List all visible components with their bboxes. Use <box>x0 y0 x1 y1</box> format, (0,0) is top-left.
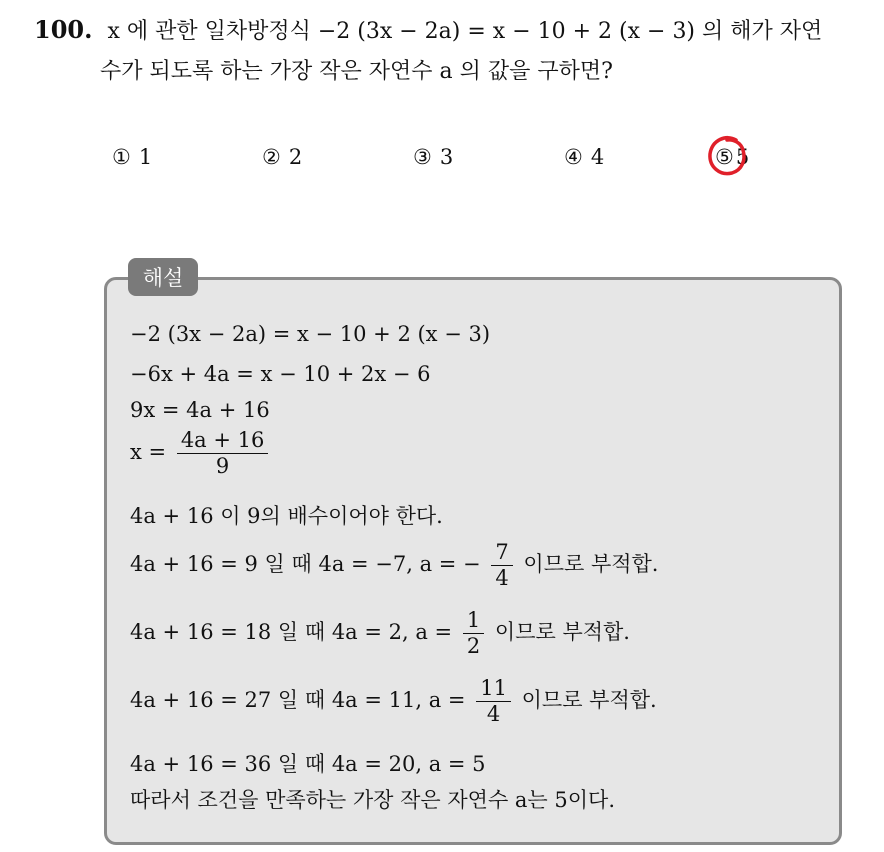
question-line-1 <box>34 14 822 45</box>
choice-4-value: 4 <box>590 145 605 169</box>
solution-line-5: 4a + 16 이 9의 배수이어야 한다. <box>130 504 443 528</box>
choice-1-mark: ① <box>112 145 131 169</box>
fraction-line-6-denominator: 4 <box>495 566 509 591</box>
fraction-line-8-numerator: 11 <box>476 676 511 702</box>
solution-line-7-pre: 4a + 16 = 18 일 때 4a = 2, a = <box>130 620 453 645</box>
solution-line-4-lhs: x = <box>130 440 167 465</box>
choice-4[interactable] <box>564 145 604 169</box>
fraction-line-6 <box>491 540 512 591</box>
choice-2[interactable] <box>262 145 302 169</box>
choice-4-mark: ④ <box>564 145 583 169</box>
solution-line-3: 9x = 4a + 16 <box>130 398 270 422</box>
solution-line-1: −2 (3x − 2a) = x − 10 + 2 (x − 3) <box>130 322 491 346</box>
choice-3-value: 3 <box>439 145 454 169</box>
question-text-1: x 에 관한 일차방정식 −2 (3x − 2a) = x − 10 + 2 (x − 3) 의 해가 자연 <box>107 19 823 44</box>
solution-line-7-post: 이므로 부적합. <box>494 620 630 645</box>
solution-line-6-post: 이므로 부적합. <box>523 552 659 577</box>
fraction-line-7-numerator: 1 <box>463 608 484 634</box>
fraction-line-8 <box>476 676 511 727</box>
choice-2-value: 2 <box>288 145 303 169</box>
fraction-line-6-numerator: 7 <box>491 540 512 566</box>
solution-line-8-pre: 4a + 16 = 27 일 때 4a = 11, a = <box>130 688 466 713</box>
solution-line-6-pre: 4a + 16 = 9 일 때 4a = −7, a = − <box>130 552 481 577</box>
choice-2-mark: ② <box>262 145 281 169</box>
fraction-x-numerator: 4a + 16 <box>177 428 269 454</box>
solution-line-6 <box>130 540 658 591</box>
question-number: 100. <box>34 15 93 44</box>
fraction-line-7-denominator: 2 <box>466 634 481 659</box>
fraction-line-7 <box>463 608 484 659</box>
fraction-x-denominator: 9 <box>215 454 230 479</box>
choice-1[interactable] <box>112 145 152 169</box>
choice-3[interactable] <box>413 145 453 169</box>
solution-line-2: −6x + 4a = x − 10 + 2x − 6 <box>130 362 431 386</box>
solution-tag: 해설 <box>128 258 198 296</box>
choice-3-mark: ③ <box>413 145 432 169</box>
solution-line-8-post: 이므로 부적합. <box>521 688 657 713</box>
choice-1-value: 1 <box>138 145 153 169</box>
question-text-2: 수가 되도록 하는 가장 작은 자연수 a 의 값을 구하면? <box>100 59 613 84</box>
choice-5-value: 5 <box>735 145 750 169</box>
solution-line-10: 따라서 조건을 만족하는 가장 작은 자연수 a는 5이다. <box>130 788 616 812</box>
choice-5[interactable] <box>715 145 749 169</box>
solution-line-4 <box>130 428 272 479</box>
fraction-x <box>177 428 269 479</box>
fraction-line-8-denominator: 4 <box>486 702 501 727</box>
solution-line-7 <box>130 608 630 659</box>
choice-5-mark: ⑤ <box>715 145 734 169</box>
solution-line-8 <box>130 676 657 727</box>
solution-line-9: 4a + 16 = 36 일 때 4a = 20, a = 5 <box>130 752 486 776</box>
